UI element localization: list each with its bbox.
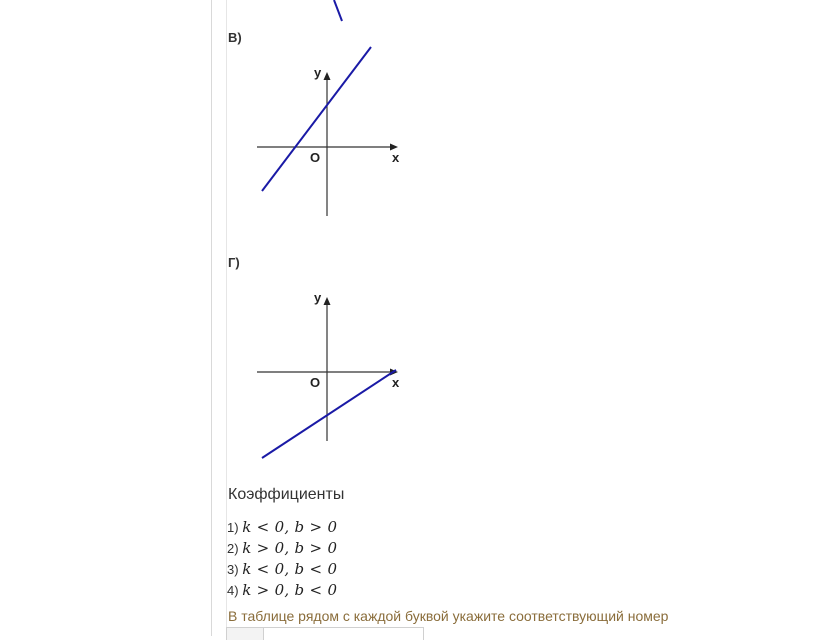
graph-g-y-arrow (324, 297, 331, 305)
graph-v-y-arrow (324, 72, 331, 80)
coefficient-option-4 (227, 580, 337, 601)
coefficient-option-3 (227, 559, 337, 580)
coefficient-number: 2) (227, 541, 239, 556)
coefficient-expression: k < 0, b > 0 (242, 518, 338, 536)
coefficient-number: 1) (227, 520, 239, 535)
graph-g-x-arrow (390, 369, 398, 376)
coefficient-number: 4) (227, 583, 239, 598)
coefficient-option-2 (227, 538, 337, 559)
coefficient-expression: k < 0, b < 0 (242, 560, 338, 578)
previous-graph-fragment (0, 0, 815, 30)
coefficients-list (227, 517, 337, 601)
coefficient-number: 3) (227, 562, 239, 577)
coefficient-expression: k > 0, b > 0 (242, 539, 338, 557)
graph-g-function-line (262, 370, 396, 458)
page-left-border (211, 0, 212, 636)
coefficient-option-1 (227, 517, 337, 538)
graph-g-origin-label: O (310, 375, 321, 390)
graph-v-function-line (262, 47, 371, 191)
graph-v-x-arrow (390, 144, 398, 151)
answer-table-letter-cell (227, 628, 264, 640)
answer-table[interactable] (226, 627, 424, 640)
graph-g-y-label: y (314, 290, 322, 305)
graph-g-x-label: x (392, 375, 400, 390)
graph-v-y-label: y (314, 65, 322, 80)
coefficient-expression: k > 0, b < 0 (242, 581, 338, 599)
graph-v-origin-label: O (310, 150, 321, 165)
graph-label-v: В) (228, 30, 242, 45)
instruction-text: В таблице рядом с каждой буквой укажите соответствующий номер (228, 608, 669, 624)
graph-v-x-label: x (392, 150, 400, 165)
coefficients-heading: Коэффициенты (228, 486, 345, 503)
graph-label-g: Г) (228, 255, 240, 270)
